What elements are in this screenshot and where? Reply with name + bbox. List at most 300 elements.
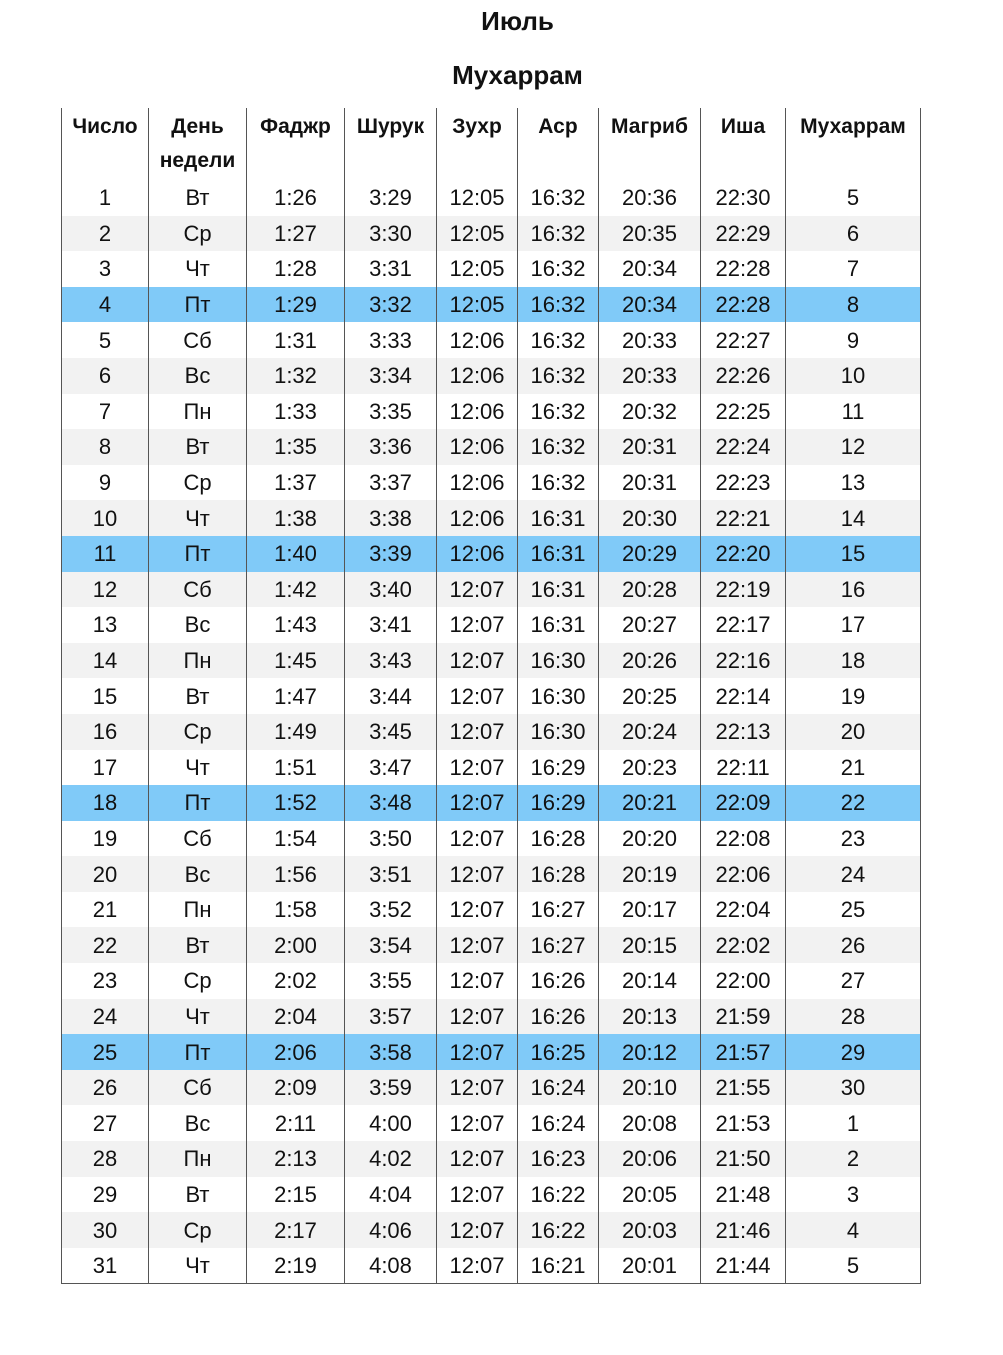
cell-weekday: Ср — [149, 714, 247, 750]
cell-weekday: Пт — [149, 785, 247, 821]
cell-dhuhr: 12:07 — [437, 572, 518, 608]
cell-dhuhr: 12:06 — [437, 358, 518, 394]
cell-hijri-day: 29 — [786, 1034, 921, 1070]
cell-sunrise: 4:04 — [345, 1177, 437, 1213]
cell-fajr: 2:02 — [247, 963, 345, 999]
cell-weekday: Вс — [149, 358, 247, 394]
cell-hijri-day: 2 — [786, 1141, 921, 1177]
cell-isha: 21:50 — [701, 1141, 786, 1177]
cell-fajr: 1:32 — [247, 358, 345, 394]
header-asr: Аср — [518, 108, 599, 180]
cell-weekday: Вс — [149, 607, 247, 643]
cell-maghrib: 20:29 — [599, 536, 701, 572]
cell-sunrise: 3:59 — [345, 1070, 437, 1106]
cell-asr: 16:27 — [518, 927, 599, 963]
cell-asr: 16:32 — [518, 251, 599, 287]
cell-isha: 22:27 — [701, 322, 786, 358]
cell-maghrib: 20:35 — [599, 216, 701, 252]
cell-date: 19 — [62, 821, 149, 857]
table-row — [62, 1248, 921, 1284]
cell-dhuhr: 12:05 — [437, 180, 518, 216]
table-row — [62, 963, 921, 999]
cell-sunrise: 3:52 — [345, 892, 437, 928]
cell-weekday: Вт — [149, 429, 247, 465]
cell-hijri-day: 17 — [786, 607, 921, 643]
cell-hijri-day: 4 — [786, 1212, 921, 1248]
cell-hijri-day: 11 — [786, 394, 921, 430]
cell-maghrib: 20:15 — [599, 927, 701, 963]
cell-date: 4 — [62, 287, 149, 323]
table-row — [62, 465, 921, 501]
cell-fajr: 1:43 — [247, 607, 345, 643]
cell-dhuhr: 12:06 — [437, 536, 518, 572]
cell-date: 2 — [62, 216, 149, 252]
table-row — [62, 999, 921, 1035]
header-maghrib: Магриб — [599, 108, 701, 180]
cell-hijri-day: 12 — [786, 429, 921, 465]
cell-asr: 16:28 — [518, 821, 599, 857]
cell-isha: 22:14 — [701, 678, 786, 714]
cell-maghrib: 20:34 — [599, 251, 701, 287]
cell-weekday: Вт — [149, 927, 247, 963]
cell-maghrib: 20:12 — [599, 1034, 701, 1070]
cell-date: 25 — [62, 1034, 149, 1070]
table-row — [62, 500, 921, 536]
cell-asr: 16:30 — [518, 714, 599, 750]
cell-isha: 22:17 — [701, 607, 786, 643]
cell-fajr: 1:26 — [247, 180, 345, 216]
cell-fajr: 1:27 — [247, 216, 345, 252]
cell-isha: 21:46 — [701, 1212, 786, 1248]
cell-hijri-day: 28 — [786, 999, 921, 1035]
cell-sunrise: 3:35 — [345, 394, 437, 430]
cell-maghrib: 20:33 — [599, 322, 701, 358]
cell-hijri-day: 16 — [786, 572, 921, 608]
cell-dhuhr: 12:06 — [437, 429, 518, 465]
cell-hijri-day: 26 — [786, 927, 921, 963]
cell-hijri-day: 3 — [786, 1177, 921, 1213]
cell-fajr: 1:33 — [247, 394, 345, 430]
cell-sunrise: 3:55 — [345, 963, 437, 999]
cell-maghrib: 20:25 — [599, 678, 701, 714]
cell-dhuhr: 12:07 — [437, 1177, 518, 1213]
cell-sunrise: 3:43 — [345, 643, 437, 679]
table-row — [62, 1177, 921, 1213]
cell-weekday: Пн — [149, 643, 247, 679]
cell-dhuhr: 12:07 — [437, 1034, 518, 1070]
cell-dhuhr: 12:07 — [437, 714, 518, 750]
cell-sunrise: 3:36 — [345, 429, 437, 465]
cell-maghrib: 20:31 — [599, 465, 701, 501]
cell-sunrise: 3:32 — [345, 287, 437, 323]
cell-date: 16 — [62, 714, 149, 750]
cell-isha: 22:19 — [701, 572, 786, 608]
cell-date: 21 — [62, 892, 149, 928]
table-row — [62, 1141, 921, 1177]
cell-hijri-day: 18 — [786, 643, 921, 679]
header-dhuhr: Зухр — [437, 108, 518, 180]
cell-maghrib: 20:13 — [599, 999, 701, 1035]
cell-isha: 22:28 — [701, 287, 786, 323]
cell-isha: 22:20 — [701, 536, 786, 572]
table-row — [62, 287, 921, 323]
cell-asr: 16:28 — [518, 856, 599, 892]
cell-weekday: Сб — [149, 572, 247, 608]
cell-fajr: 2:11 — [247, 1105, 345, 1141]
cell-maghrib: 20:28 — [599, 572, 701, 608]
cell-date: 17 — [62, 750, 149, 786]
table-row — [62, 180, 921, 216]
table-row — [62, 785, 921, 821]
cell-maghrib: 20:33 — [599, 358, 701, 394]
cell-fajr: 2:17 — [247, 1212, 345, 1248]
cell-asr: 16:22 — [518, 1212, 599, 1248]
cell-sunrise: 4:00 — [345, 1105, 437, 1141]
cell-asr: 16:26 — [518, 963, 599, 999]
cell-asr: 16:32 — [518, 429, 599, 465]
cell-maghrib: 20:36 — [599, 180, 701, 216]
cell-fajr: 2:06 — [247, 1034, 345, 1070]
cell-isha: 21:59 — [701, 999, 786, 1035]
cell-hijri-day: 14 — [786, 500, 921, 536]
table-row — [62, 394, 921, 430]
header-sunrise: Шурук — [345, 108, 437, 180]
cell-weekday: Ср — [149, 1212, 247, 1248]
cell-hijri-day: 27 — [786, 963, 921, 999]
hijri-month-title: Мухаррам — [452, 60, 583, 90]
cell-dhuhr: 12:07 — [437, 1212, 518, 1248]
cell-hijri-day: 5 — [786, 1248, 921, 1284]
cell-fajr: 2:19 — [247, 1248, 345, 1284]
cell-weekday: Чт — [149, 1248, 247, 1284]
cell-date: 1 — [62, 180, 149, 216]
cell-fajr: 1:29 — [247, 287, 345, 323]
cell-sunrise: 3:47 — [345, 750, 437, 786]
cell-date: 10 — [62, 500, 149, 536]
cell-isha: 22:02 — [701, 927, 786, 963]
cell-fajr: 1:42 — [247, 572, 345, 608]
cell-sunrise: 3:48 — [345, 785, 437, 821]
header-fajr: Фаджр — [247, 108, 345, 180]
cell-maghrib: 20:30 — [599, 500, 701, 536]
cell-date: 20 — [62, 856, 149, 892]
cell-asr: 16:32 — [518, 287, 599, 323]
cell-fajr: 1:35 — [247, 429, 345, 465]
cell-dhuhr: 12:07 — [437, 963, 518, 999]
cell-dhuhr: 12:05 — [437, 287, 518, 323]
cell-dhuhr: 12:07 — [437, 821, 518, 857]
cell-isha: 22:09 — [701, 785, 786, 821]
table-row — [62, 927, 921, 963]
header-date: Число — [62, 108, 149, 180]
cell-date: 23 — [62, 963, 149, 999]
cell-hijri-day: 8 — [786, 287, 921, 323]
cell-isha: 22:24 — [701, 429, 786, 465]
cell-fajr: 1:31 — [247, 322, 345, 358]
cell-dhuhr: 12:07 — [437, 1248, 518, 1284]
cell-weekday: Сб — [149, 322, 247, 358]
cell-maghrib: 20:34 — [599, 287, 701, 323]
cell-maghrib: 20:23 — [599, 750, 701, 786]
cell-isha: 22:30 — [701, 180, 786, 216]
cell-weekday: Сб — [149, 821, 247, 857]
cell-weekday: Пт — [149, 1034, 247, 1070]
cell-date: 11 — [62, 536, 149, 572]
cell-isha: 22:28 — [701, 251, 786, 287]
cell-hijri-day: 7 — [786, 251, 921, 287]
cell-hijri-day: 22 — [786, 785, 921, 821]
cell-dhuhr: 12:06 — [437, 465, 518, 501]
table-row — [62, 572, 921, 608]
table-row — [62, 607, 921, 643]
cell-dhuhr: 12:07 — [437, 892, 518, 928]
cell-isha: 22:26 — [701, 358, 786, 394]
cell-hijri-day: 13 — [786, 465, 921, 501]
table-row — [62, 1034, 921, 1070]
table-row — [62, 678, 921, 714]
cell-dhuhr: 12:06 — [437, 394, 518, 430]
cell-date: 27 — [62, 1105, 149, 1141]
cell-hijri-day: 9 — [786, 322, 921, 358]
cell-weekday: Пт — [149, 536, 247, 572]
cell-asr: 16:26 — [518, 999, 599, 1035]
cell-hijri-day: 10 — [786, 358, 921, 394]
cell-dhuhr: 12:06 — [437, 322, 518, 358]
cell-fajr: 2:09 — [247, 1070, 345, 1106]
cell-hijri-day: 19 — [786, 678, 921, 714]
table-row — [62, 750, 921, 786]
cell-sunrise: 3:29 — [345, 180, 437, 216]
cell-sunrise: 3:51 — [345, 856, 437, 892]
cell-maghrib: 20:17 — [599, 892, 701, 928]
cell-hijri-day: 20 — [786, 714, 921, 750]
cell-maghrib: 20:24 — [599, 714, 701, 750]
cell-maghrib: 20:03 — [599, 1212, 701, 1248]
cell-maghrib: 20:26 — [599, 643, 701, 679]
cell-fajr: 1:52 — [247, 785, 345, 821]
cell-sunrise: 4:02 — [345, 1141, 437, 1177]
header-isha: Иша — [701, 108, 786, 180]
cell-dhuhr: 12:07 — [437, 750, 518, 786]
cell-asr: 16:32 — [518, 322, 599, 358]
prayer-times-table — [61, 108, 921, 1284]
cell-maghrib: 20:08 — [599, 1105, 701, 1141]
cell-date: 28 — [62, 1141, 149, 1177]
cell-maghrib: 20:06 — [599, 1141, 701, 1177]
cell-fajr: 2:15 — [247, 1177, 345, 1213]
cell-date: 12 — [62, 572, 149, 608]
cell-maghrib: 20:20 — [599, 821, 701, 857]
cell-weekday: Сб — [149, 1070, 247, 1106]
cell-sunrise: 3:44 — [345, 678, 437, 714]
cell-weekday: Вт — [149, 1177, 247, 1213]
cell-dhuhr: 12:07 — [437, 999, 518, 1035]
table-row — [62, 322, 921, 358]
cell-maghrib: 20:32 — [599, 394, 701, 430]
cell-asr: 16:31 — [518, 572, 599, 608]
cell-fajr: 2:00 — [247, 927, 345, 963]
cell-isha: 22:16 — [701, 643, 786, 679]
cell-maghrib: 20:01 — [599, 1248, 701, 1284]
cell-asr: 16:25 — [518, 1034, 599, 1070]
table-row — [62, 251, 921, 287]
cell-dhuhr: 12:07 — [437, 1070, 518, 1106]
table-row — [62, 643, 921, 679]
cell-fajr: 1:28 — [247, 251, 345, 287]
cell-isha: 22:06 — [701, 856, 786, 892]
cell-isha: 22:29 — [701, 216, 786, 252]
cell-asr: 16:23 — [518, 1141, 599, 1177]
cell-date: 9 — [62, 465, 149, 501]
header-row — [62, 108, 921, 180]
cell-dhuhr: 12:07 — [437, 607, 518, 643]
cell-weekday: Пн — [149, 394, 247, 430]
cell-date: 5 — [62, 322, 149, 358]
table-row — [62, 856, 921, 892]
cell-weekday: Ср — [149, 216, 247, 252]
cell-asr: 16:21 — [518, 1248, 599, 1284]
cell-weekday: Чт — [149, 251, 247, 287]
cell-asr: 16:24 — [518, 1070, 599, 1106]
cell-date: 18 — [62, 785, 149, 821]
cell-date: 22 — [62, 927, 149, 963]
table-row — [62, 358, 921, 394]
cell-isha: 21:48 — [701, 1177, 786, 1213]
cell-asr: 16:24 — [518, 1105, 599, 1141]
cell-fajr: 1:58 — [247, 892, 345, 928]
cell-sunrise: 3:57 — [345, 999, 437, 1035]
cell-fajr: 1:51 — [247, 750, 345, 786]
table-row — [62, 216, 921, 252]
cell-sunrise: 3:41 — [345, 607, 437, 643]
cell-fajr: 1:56 — [247, 856, 345, 892]
cell-asr: 16:29 — [518, 785, 599, 821]
cell-maghrib: 20:19 — [599, 856, 701, 892]
header-weekday: День недели — [149, 108, 247, 180]
cell-sunrise: 3:31 — [345, 251, 437, 287]
cell-fajr: 1:38 — [247, 500, 345, 536]
cell-sunrise: 3:37 — [345, 465, 437, 501]
cell-isha: 21:55 — [701, 1070, 786, 1106]
cell-fajr: 1:49 — [247, 714, 345, 750]
cell-asr: 16:32 — [518, 465, 599, 501]
cell-weekday: Вт — [149, 180, 247, 216]
cell-date: 6 — [62, 358, 149, 394]
cell-asr: 16:32 — [518, 394, 599, 430]
cell-weekday: Пн — [149, 1141, 247, 1177]
cell-sunrise: 3:30 — [345, 216, 437, 252]
cell-sunrise: 3:45 — [345, 714, 437, 750]
cell-maghrib: 20:10 — [599, 1070, 701, 1106]
cell-hijri-day: 25 — [786, 892, 921, 928]
cell-dhuhr: 12:07 — [437, 1141, 518, 1177]
cell-isha: 22:21 — [701, 500, 786, 536]
table-row — [62, 714, 921, 750]
cell-asr: 16:32 — [518, 216, 599, 252]
cell-fajr: 1:54 — [247, 821, 345, 857]
cell-dhuhr: 12:06 — [437, 500, 518, 536]
table-row — [62, 536, 921, 572]
cell-asr: 16:32 — [518, 358, 599, 394]
cell-sunrise: 3:58 — [345, 1034, 437, 1070]
cell-date: 26 — [62, 1070, 149, 1106]
cell-date: 13 — [62, 607, 149, 643]
cell-date: 7 — [62, 394, 149, 430]
cell-date: 24 — [62, 999, 149, 1035]
table-row — [62, 429, 921, 465]
cell-date: 30 — [62, 1212, 149, 1248]
cell-fajr: 1:47 — [247, 678, 345, 714]
cell-date: 31 — [62, 1248, 149, 1284]
cell-maghrib: 20:21 — [599, 785, 701, 821]
cell-maghrib: 20:14 — [599, 963, 701, 999]
cell-dhuhr: 12:05 — [437, 251, 518, 287]
cell-asr: 16:32 — [518, 180, 599, 216]
cell-fajr: 1:40 — [247, 536, 345, 572]
cell-asr: 16:31 — [518, 536, 599, 572]
cell-hijri-day: 30 — [786, 1070, 921, 1106]
cell-fajr: 2:13 — [247, 1141, 345, 1177]
cell-maghrib: 20:05 — [599, 1177, 701, 1213]
cell-weekday: Вт — [149, 678, 247, 714]
cell-sunrise: 3:33 — [345, 322, 437, 358]
cell-weekday: Чт — [149, 500, 247, 536]
cell-sunrise: 3:34 — [345, 358, 437, 394]
cell-asr: 16:27 — [518, 892, 599, 928]
cell-dhuhr: 12:07 — [437, 856, 518, 892]
table-body — [62, 180, 921, 1284]
cell-fajr: 1:37 — [247, 465, 345, 501]
cell-weekday: Пн — [149, 892, 247, 928]
cell-date: 29 — [62, 1177, 149, 1213]
cell-isha: 21:44 — [701, 1248, 786, 1284]
cell-date: 8 — [62, 429, 149, 465]
cell-asr: 16:29 — [518, 750, 599, 786]
table-row — [62, 821, 921, 857]
cell-asr: 16:31 — [518, 500, 599, 536]
table-row — [62, 892, 921, 928]
cell-hijri-day: 5 — [786, 180, 921, 216]
cell-weekday: Ср — [149, 963, 247, 999]
cell-hijri-day: 15 — [786, 536, 921, 572]
cell-maghrib: 20:27 — [599, 607, 701, 643]
cell-fajr: 1:45 — [247, 643, 345, 679]
cell-sunrise: 4:06 — [345, 1212, 437, 1248]
cell-isha: 22:25 — [701, 394, 786, 430]
cell-maghrib: 20:31 — [599, 429, 701, 465]
cell-weekday: Чт — [149, 999, 247, 1035]
cell-isha: 22:23 — [701, 465, 786, 501]
cell-fajr: 2:04 — [247, 999, 345, 1035]
cell-asr: 16:31 — [518, 607, 599, 643]
cell-date: 3 — [62, 251, 149, 287]
month-title: Июль — [481, 6, 554, 36]
cell-dhuhr: 12:05 — [437, 216, 518, 252]
cell-asr: 16:30 — [518, 678, 599, 714]
table-row — [62, 1212, 921, 1248]
table-row — [62, 1070, 921, 1106]
cell-asr: 16:22 — [518, 1177, 599, 1213]
cell-hijri-day: 23 — [786, 821, 921, 857]
cell-isha: 22:00 — [701, 963, 786, 999]
cell-isha: 21:53 — [701, 1105, 786, 1141]
cell-isha: 21:57 — [701, 1034, 786, 1070]
cell-dhuhr: 12:07 — [437, 678, 518, 714]
cell-isha: 22:13 — [701, 714, 786, 750]
cell-hijri-day: 6 — [786, 216, 921, 252]
cell-sunrise: 3:50 — [345, 821, 437, 857]
cell-sunrise: 3:54 — [345, 927, 437, 963]
